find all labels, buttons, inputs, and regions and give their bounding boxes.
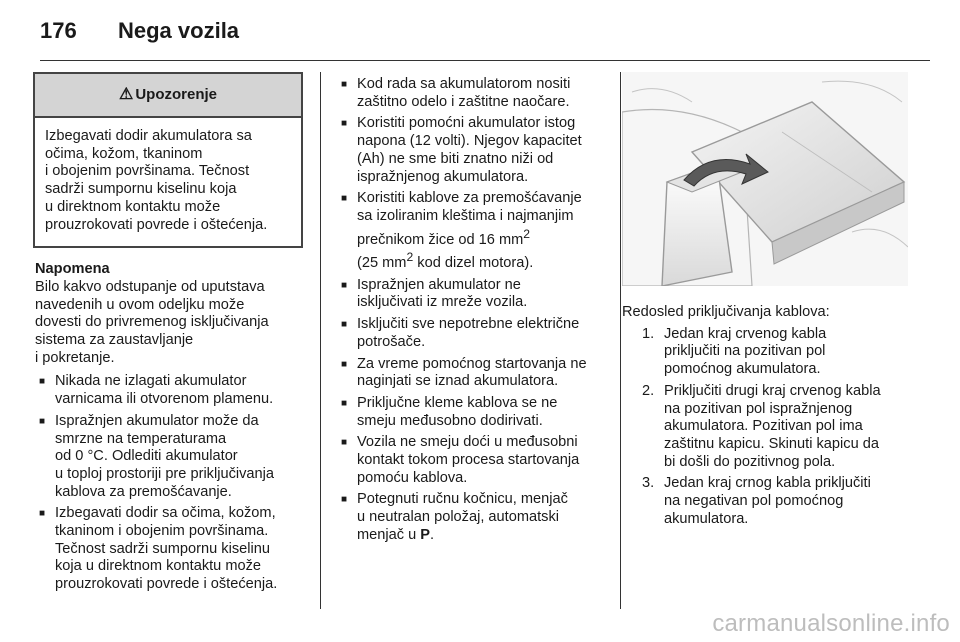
- bullet-square-icon: ■: [341, 193, 348, 205]
- warning-title: Upozorenje: [135, 86, 218, 104]
- column-divider-left: [320, 72, 321, 609]
- bullet-square-icon: ■: [341, 494, 348, 506]
- column-right: [622, 72, 908, 532]
- list-item: ■ Izbegavati dodir sa očima, kožom, tkaninom i obojenim površinama. Tečnost sadrži sumpornu kiselinu koja u direktnom kontaktu može prouzrokovati povrede i oštećenja.: [39, 505, 278, 593]
- bullet-square-icon: ■: [341, 118, 348, 130]
- bullet-square-icon: ■: [39, 376, 46, 388]
- column-left: [33, 72, 303, 598]
- note-text: Bilo kakvo odstupanje od uputstava navedenih u ovom odeljku može dovesti do privremenog isključivanja sistema za zaustavljanje i pokretanje.: [35, 278, 269, 366]
- page-title: Nega vozila: [118, 18, 240, 43]
- watermark: carmanualsonline.info: [712, 610, 950, 637]
- list-item: ■ Nikada ne izlagati akumulator varnicama ili otvorenom plamenu.: [39, 373, 274, 408]
- list-item: ■ Isključiti sve nepotrebne električne potrošače.: [341, 316, 580, 350]
- bullet-square-icon: ■: [341, 358, 348, 370]
- note-title: Napomena: [35, 261, 110, 278]
- header-divider: [40, 60, 930, 61]
- list-item: 2. Priključiti drugi kraj crvenog kabla na pozitivan pol ispražnjenog akumulatora. Pozitivan pol ima zaštitnu kapicu. Skinuti kapicu da bi došli do pozitivnog pola.: [642, 382, 881, 470]
- bullet-square-icon: ■: [341, 79, 348, 90]
- list-item: ■ Za vreme pomoćnog startovanja ne naginjati se iznad akumulatora.: [341, 355, 587, 390]
- procedure-steps: [622, 326, 908, 529]
- list-item: ■ Kod rada sa akumulatorom nositi zaštitno odelo i zaštitne naočare.: [341, 76, 571, 110]
- bullet-square-icon: ■: [39, 415, 46, 427]
- warning-box: [33, 72, 303, 248]
- list-item: ■ Potegnuti ručnu kočnicu, menjač u neutralan položaj, automatski menjač u P.: [341, 491, 568, 543]
- battery-cover-drawing: [622, 72, 908, 286]
- page-header: [40, 18, 239, 48]
- list-item: ■ Koristiti kablove za premošćavanje sa izoliranim kleštima i najmanjim prečnikom žice od 16 $mm^2$ (25 $mm^2$ kod dizel motora).: [341, 190, 582, 272]
- procedure-caption: Redosled priključivanja kablova:: [622, 304, 830, 320]
- bullet-square-icon: ■: [341, 437, 348, 449]
- warning-header: [35, 74, 301, 118]
- bullet-square-icon: ■: [341, 319, 348, 331]
- list-item: ■ Ispražnjen akumulator ne isključivati iz mreže vozila.: [341, 276, 528, 311]
- bullet-square-icon: ■: [341, 397, 348, 409]
- warning-triangle-icon: ⚠: [118, 86, 134, 104]
- list-item: 3. Jedan kraj crnog kabla priključiti na negativan pol pomoćnog akumulatora.: [642, 475, 871, 527]
- list-item: ■ Priključne kleme kablova se ne smeju međusobno dodirivati.: [341, 394, 558, 429]
- list-item: ■ Vozila ne smeju doći u međusobni kontakt tokom procesa startovanja pomoću kablova.: [341, 434, 580, 486]
- page-number: 176: [40, 18, 77, 43]
- bullet-list-left: [33, 373, 303, 593]
- warning-text: Izbegavati dodir akumulatora sa očima, kožom, tkaninom i obojenim površinama. Tečnost sadrži sumpornu kiselinu koja u direktnom kontaktu može prouzrokovati povrede i oštećenja.: [45, 128, 268, 233]
- column-divider-right: [620, 72, 621, 609]
- list-item: ■ Koristiti pomoćni akumulator istog napona (12 volti). Njegov kapacitet (Ah) ne sme biti znatno niži od ispražnjenog akumulatora.: [341, 115, 582, 185]
- list-item: ■ Ispražnjen akumulator može da smrzne na temperaturama od 0 °C. Odlediti akumulator u toploj prostoriji pre priključivanja kablova za premošćavanje.: [39, 412, 275, 500]
- battery-cover-illustration: [622, 72, 908, 286]
- bullet-square-icon: ■: [341, 279, 348, 291]
- column-middle: [335, 72, 607, 549]
- bullet-square-icon: ■: [39, 508, 46, 520]
- list-item: 1. Jedan kraj crvenog kabla priključiti na pozitivan pol pomoćnog akumulatora.: [642, 325, 827, 378]
- bullet-list-middle: [335, 76, 607, 545]
